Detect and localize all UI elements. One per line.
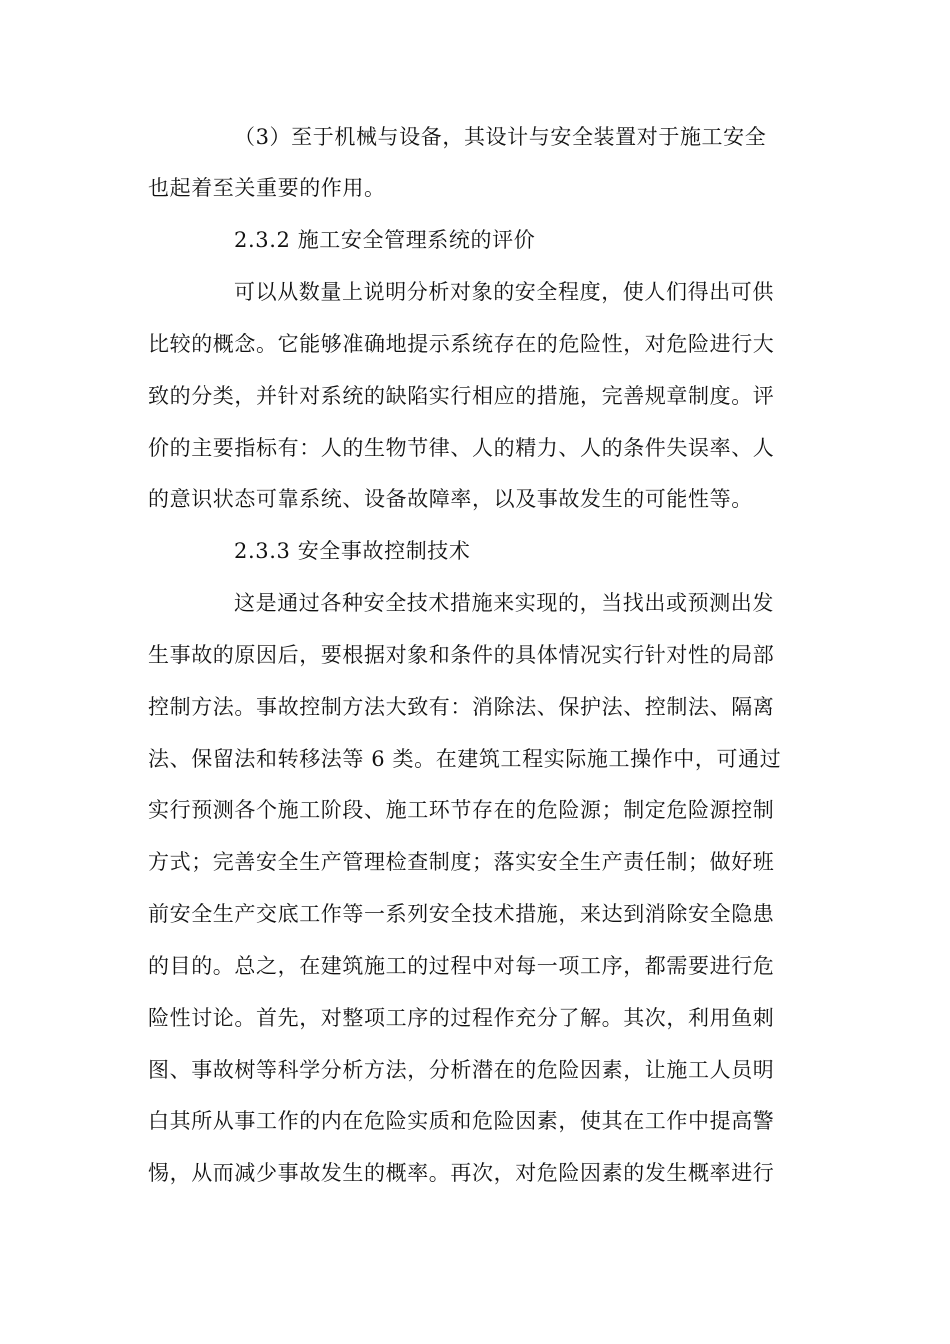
- paragraph-line: （3）至于机械与设备，其设计与安全装置对于施工安全: [234, 125, 767, 149]
- section-heading: 2.3.2 施工安全管理系统的评价: [234, 228, 536, 252]
- paragraph-line: 可以从数量上说明分析对象的安全程度，使人们得出可供: [234, 280, 774, 304]
- paragraph-line: 控制方法。事故控制方法大致有：消除法、保护法、控制法、隔离: [148, 695, 775, 719]
- paragraph-line: 比较的概念。它能够准确地提示系统存在的危险性，对危险进行大: [148, 332, 775, 356]
- paragraph-line: 的目的。总之，在建筑施工的过程中对每一项工序，都需要进行危: [148, 954, 775, 978]
- section-heading: 2.3.3 安全事故控制技术: [234, 539, 471, 563]
- paragraph-line: 惕，从而减少事故发生的概率。再次，对危险因素的发生概率进行: [148, 1161, 775, 1185]
- paragraph-line: 的意识状态可靠系统、设备故障率，以及事故发生的可能性等。: [148, 487, 753, 511]
- paragraph-line: 生事故的原因后，要根据对象和条件的具体情况实行针对性的局部: [148, 643, 775, 667]
- paragraph-line: 法、保留法和转移法等 6 类。在建筑工程实际施工操作中，可通过: [148, 747, 782, 771]
- paragraph-line: 价的主要指标有：人的生物节律、人的精力、人的条件失误率、人: [148, 436, 775, 460]
- paragraph-line: 也起着至关重要的作用。: [148, 176, 386, 200]
- paragraph-line: 致的分类，并针对系统的缺陷实行相应的措施，完善规章制度。评: [148, 384, 775, 408]
- paragraph-line: 险性讨论。首先，对整项工序的过程作充分了解。其次，利用鱼刺: [148, 1006, 775, 1030]
- paragraph-line: 实行预测各个施工阶段、施工环节存在的危险源；制定危险源控制: [148, 798, 775, 822]
- paragraph-line: 这是通过各种安全技术措施来实现的，当找出或预测出发: [234, 591, 774, 615]
- paragraph-line: 前安全生产交底工作等一系列安全技术措施，来达到消除安全隐患: [148, 902, 775, 926]
- paragraph-line: 图、事故树等科学分析方法，分析潜在的危险因素，让施工人员明: [148, 1058, 775, 1082]
- paragraph-line: 方式；完善安全生产管理检查制度；落实安全生产责任制；做好班: [148, 850, 775, 874]
- paragraph-line: 白其所从事工作的内在危险实质和危险因素，使其在工作中提高警: [148, 1109, 775, 1133]
